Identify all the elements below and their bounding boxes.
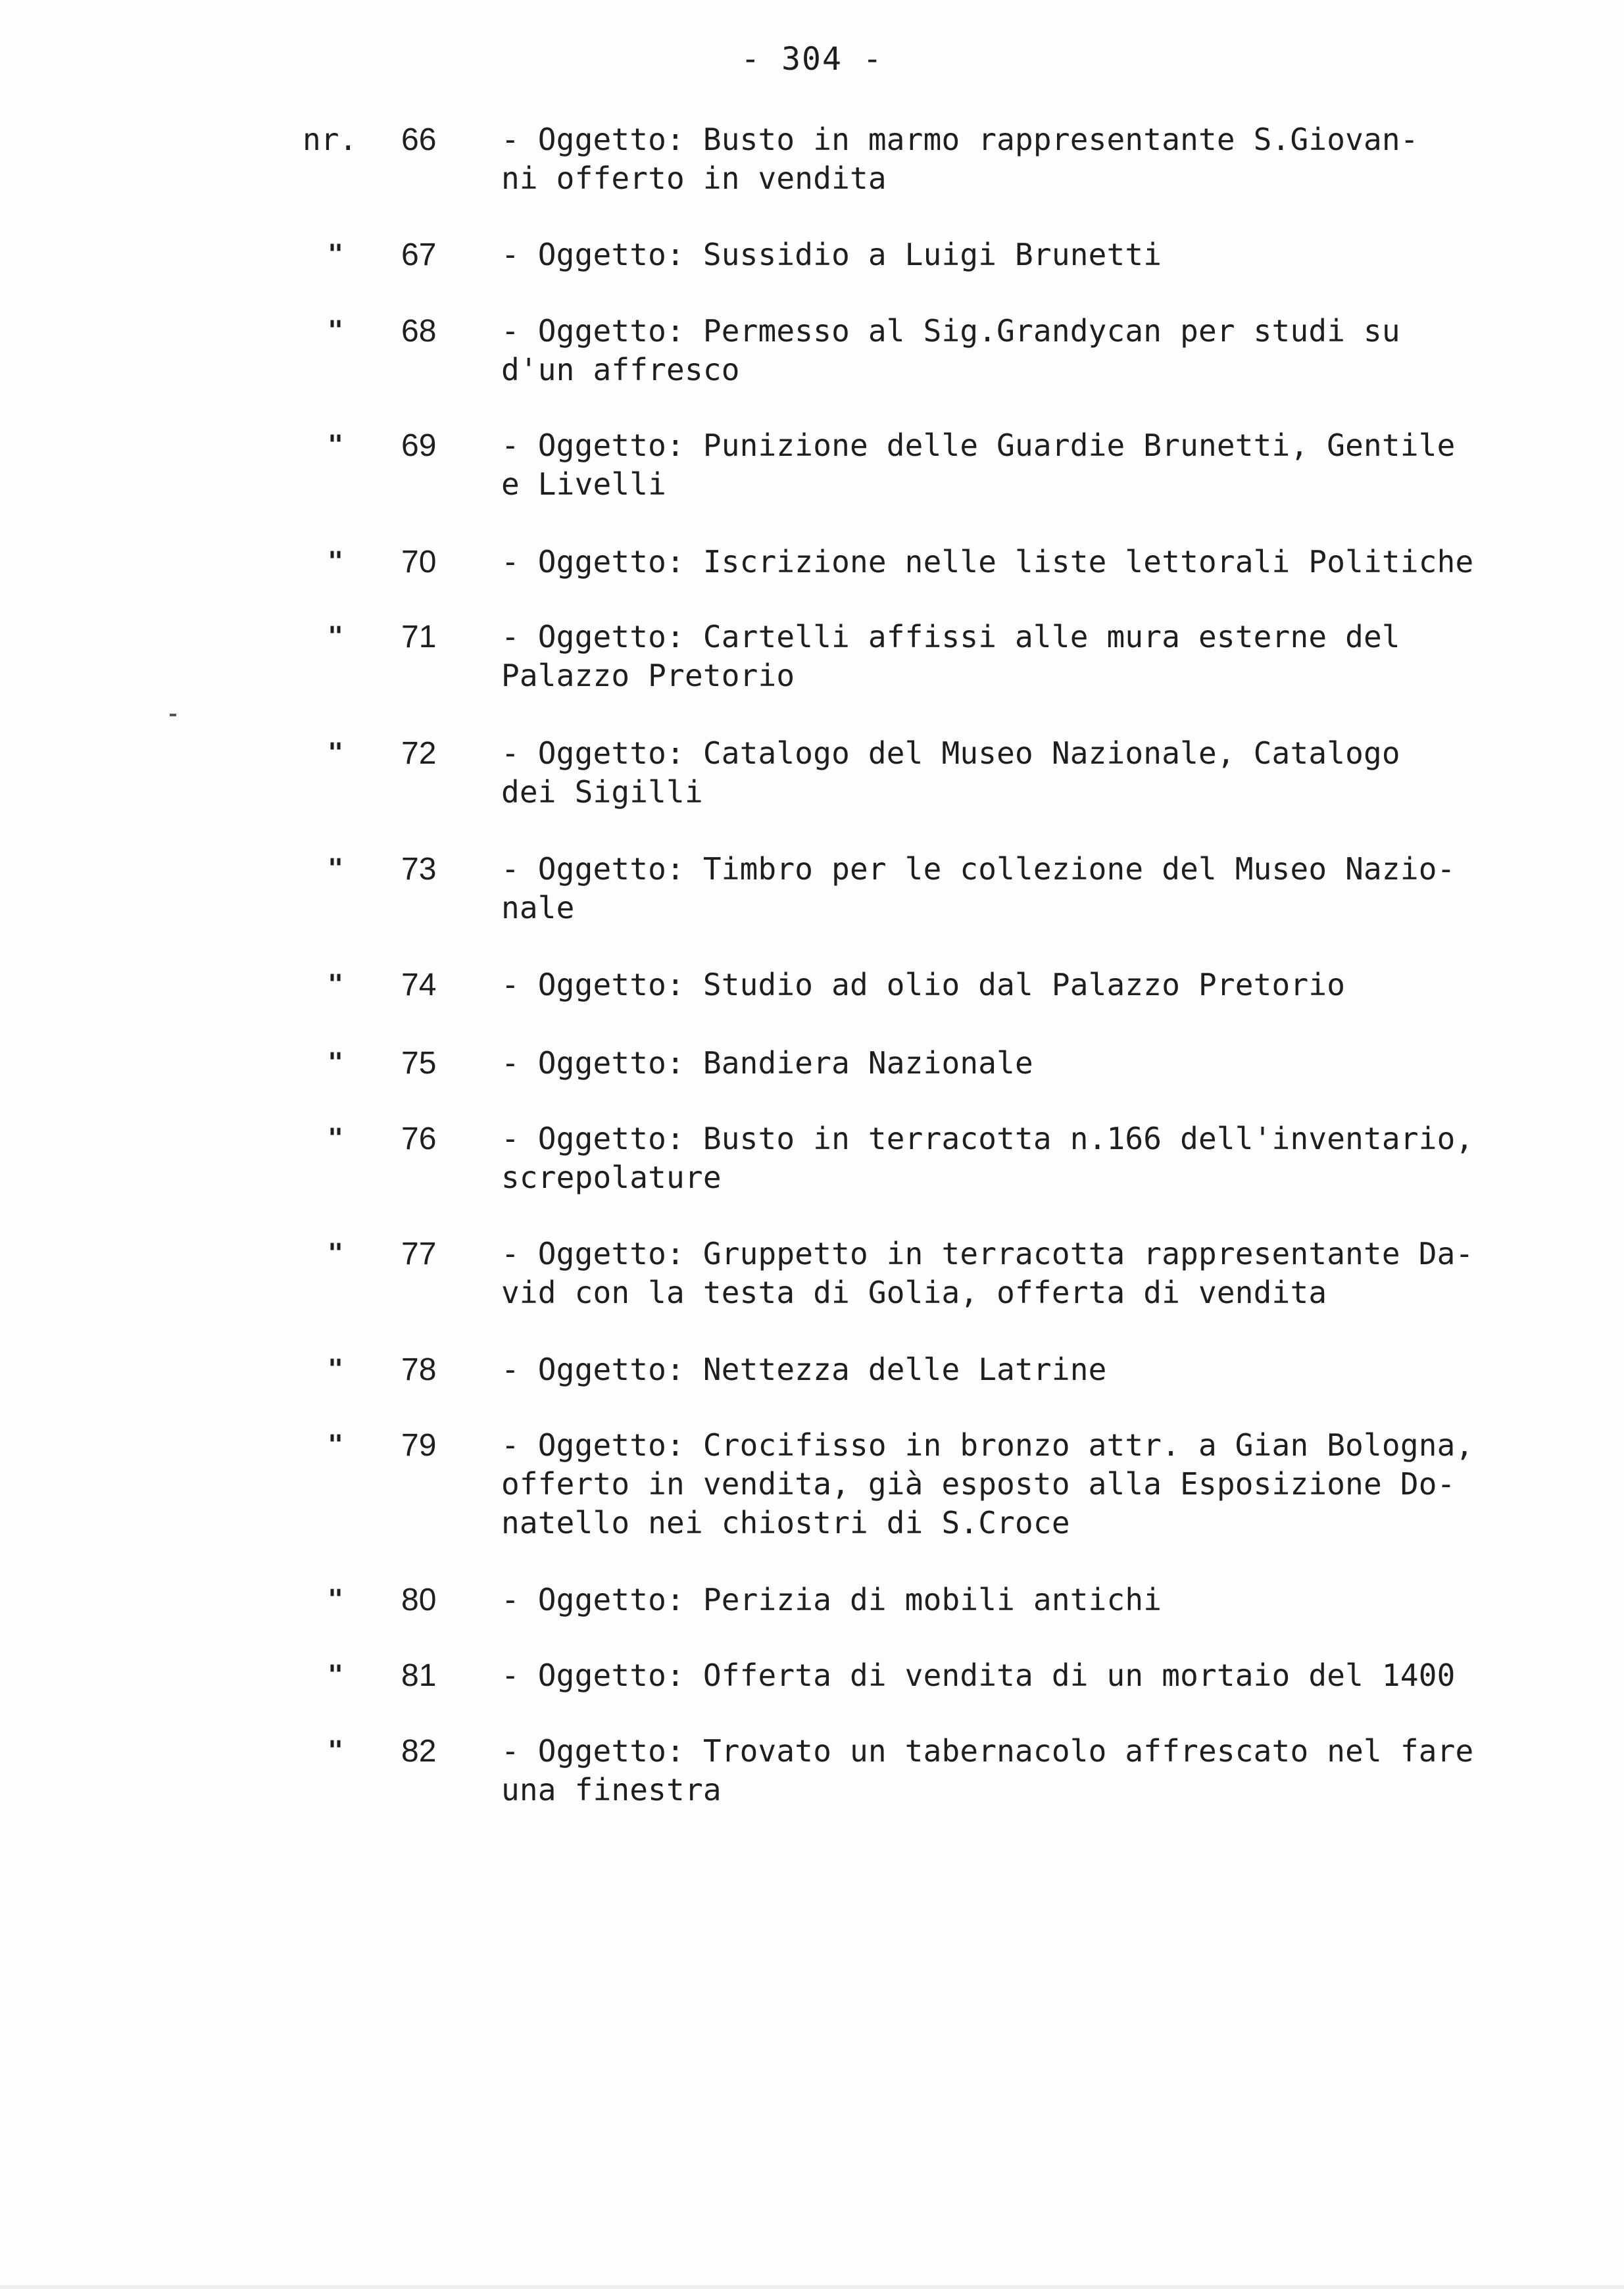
entry-number: 82 xyxy=(401,1734,437,1769)
entry-line: e Livelli xyxy=(501,466,667,502)
entry-text xyxy=(501,1350,1567,1389)
entry-line: - Oggetto: Bandiera Nazionale xyxy=(501,1045,1033,1081)
entry-line: screpolature xyxy=(501,1160,722,1195)
entry-text xyxy=(501,1044,1567,1083)
entry-line: offerto in vendita, già esposto alla Esposizione Do- xyxy=(501,1466,1456,1502)
entry-number: 69 xyxy=(401,428,437,463)
entry-number: 80 xyxy=(401,1583,437,1617)
ditto-mark: " xyxy=(328,1048,344,1078)
entry-number: 73 xyxy=(401,852,437,887)
entry-line: - Oggetto: Busto in terracotta n.166 dell'inventario, xyxy=(501,1121,1474,1156)
entry-text xyxy=(501,235,1567,274)
entry-number: 78 xyxy=(401,1352,437,1387)
entry-text xyxy=(501,734,1567,812)
entry-text xyxy=(501,1732,1567,1809)
entry-text xyxy=(501,312,1567,389)
ditto-mark: " xyxy=(328,738,344,768)
entry-line: - Oggetto: Trovato un tabernacolo affrescato nel fare xyxy=(501,1733,1474,1769)
entry-line: - Oggetto: Cartelli affissi alle mura esterne del xyxy=(501,619,1400,654)
entry-line: - Oggetto: Permesso al Sig.Grandycan per studi su xyxy=(501,313,1400,349)
entry-line: vid con la testa di Golia, offerta di vendita xyxy=(501,1275,1327,1310)
entry-number: 79 xyxy=(401,1428,437,1463)
ditto-mark: " xyxy=(328,430,344,460)
ditto-mark: " xyxy=(328,316,344,346)
entry-line: d'un affresco xyxy=(501,352,740,387)
entry-number: 68 xyxy=(401,314,437,349)
entry-line: - Oggetto: Studio ad olio dal Palazzo Pretorio xyxy=(501,967,1346,1002)
entry-number: 71 xyxy=(401,620,437,654)
entry-line: - Oggetto: Offerta di vendita di un mortaio del 1400 xyxy=(501,1658,1456,1693)
entry-line: - Oggetto: Crocifisso in bronzo attr. a Gian Bologna, xyxy=(501,1427,1474,1463)
ditto-mark: " xyxy=(328,1123,344,1154)
ditto-mark: " xyxy=(328,239,344,270)
stray-mark xyxy=(170,714,176,716)
entry-text xyxy=(501,1235,1567,1312)
entry-line: - Oggetto: Nettezza delle Latrine xyxy=(501,1352,1107,1387)
entry-line: - Oggetto: Busto in marmo rappresentante S.Giovan- xyxy=(501,122,1419,157)
entry-line: - Oggetto: Sussidio a Luigi Brunetti xyxy=(501,237,1162,272)
entry-text xyxy=(501,1581,1567,1619)
page-number: - 304 - xyxy=(741,41,883,78)
entry-line: - Oggetto: Gruppetto in terracotta rappresentante Da- xyxy=(501,1236,1474,1271)
entry-text xyxy=(501,543,1567,581)
entry-text xyxy=(501,850,1567,927)
entry-text xyxy=(501,966,1567,1004)
entry-line: - Oggetto: Iscrizione nelle liste lettorali Politiche xyxy=(501,544,1474,579)
entry-line: dei Sigilli xyxy=(501,774,703,810)
entry-text xyxy=(501,120,1567,198)
ditto-mark: " xyxy=(328,1736,344,1766)
entry-number: 66 xyxy=(401,122,437,157)
ditto-mark: " xyxy=(328,547,344,577)
entry-line: - Oggetto: Perizia di mobili antichi xyxy=(501,1582,1162,1617)
ditto-mark: " xyxy=(328,1354,344,1385)
ditto-mark: " xyxy=(328,1239,344,1269)
entry-number: 72 xyxy=(401,736,437,771)
ditto-mark: " xyxy=(328,854,344,884)
scan-edge xyxy=(0,2285,1624,2289)
entry-line: nale xyxy=(501,890,575,925)
entry-text xyxy=(501,1426,1567,1542)
entry-number: 76 xyxy=(401,1121,437,1156)
entry-line: - Oggetto: Timbro per le collezione del Museo Nazio- xyxy=(501,851,1456,887)
entry-number: 70 xyxy=(401,545,437,579)
entry-line: una finestra xyxy=(501,1772,722,1808)
entry-line: Palazzo Pretorio xyxy=(501,658,795,693)
ditto-mark: " xyxy=(328,622,344,652)
entry-number: 74 xyxy=(401,968,437,1002)
ditto-mark: " xyxy=(328,1585,344,1615)
entry-line: natello nei chiostri di S.Croce xyxy=(501,1505,1070,1540)
entry-text xyxy=(501,426,1567,504)
entry-line: - Oggetto: Punizione delle Guardie Brunetti, Gentile xyxy=(501,428,1456,463)
entry-prefix: nr. xyxy=(303,122,358,157)
ditto-mark: " xyxy=(328,1430,344,1460)
entry-number: 67 xyxy=(401,237,437,272)
ditto-mark: " xyxy=(328,1660,344,1690)
entry-text xyxy=(501,1656,1567,1695)
entry-line: ni offerto in vendita xyxy=(501,160,887,196)
entry-number: 81 xyxy=(401,1658,437,1693)
entry-line: - Oggetto: Catalogo del Museo Nazionale, Catalogo xyxy=(501,735,1400,771)
entry-text xyxy=(501,618,1567,695)
ditto-mark: " xyxy=(328,970,344,1000)
entry-number: 77 xyxy=(401,1237,437,1271)
entry-text xyxy=(501,1120,1567,1197)
entry-number: 75 xyxy=(401,1046,437,1081)
